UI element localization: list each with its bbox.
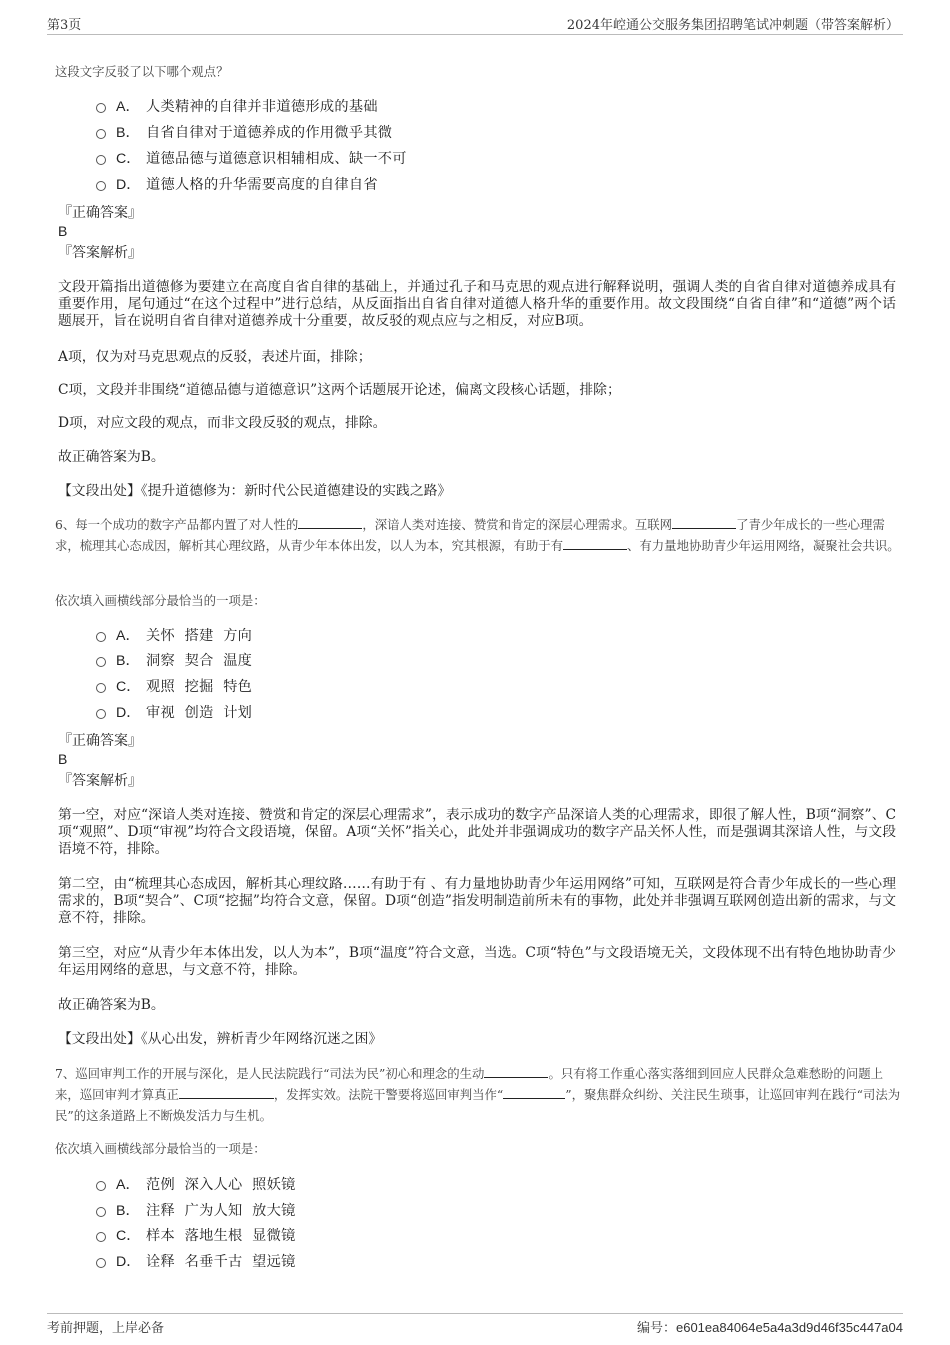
q6-option-b[interactable]: B． 洞察 契合 温度: [96, 651, 252, 671]
blank: [563, 535, 627, 550]
q6-prompt: 依次填入画横线部分最恰当的一项是：: [55, 593, 266, 608]
q6-option-d[interactable]: D． 审视 创造 计划: [96, 703, 252, 723]
blank: [503, 1084, 565, 1099]
q7-option-b[interactable]: B． 注释 广为人知 放大镜: [96, 1201, 296, 1221]
page-header: [47, 12, 903, 35]
footer-slogan: 考前押题，上岸必备: [47, 1321, 165, 1336]
q5-answer: B: [58, 223, 68, 239]
document-code: 编号：e601ea84064e5a4a3d9d46f35c447a04: [636, 1320, 903, 1336]
q5-option-c[interactable]: C． 道德品德与道德意识相辅相成、缺一不可: [96, 149, 407, 169]
blank: [672, 514, 736, 529]
q5-source: 【文段出处】《提升道德修为：新时代公民道德建设的实践之路》: [58, 483, 452, 499]
q5-analysis-paragraph: D项，对应文段的观点，而非文段反驳的观点，排除。: [58, 415, 387, 431]
radio-icon[interactable]: [96, 1207, 106, 1217]
q5-answer-label: 『正确答案』: [58, 205, 142, 221]
q5-analysis-paragraph: 文段开篇指出道德修为要建立在高度自省自律的基础上，并通过孔子和马克思的观点进行解释说明，强调人类的自省自律对道德养成具有重要作用，尾句通过“在这个过程中”进行总结，从反面指出自省自律对道德人格升华的重要作用。故文段围绕“自省自律”和“道德”两个话题展开，旨在说明自省自律对道德养成十分重要，故反驳的观点应与之相反，对应B项。: [58, 279, 896, 329]
radio-icon[interactable]: [96, 181, 106, 191]
document-title: 2024年崆通公交服务集团招聘笔试冲刺题（带答案解析）: [566, 18, 899, 33]
q6-answer-label: 『正确答案』: [58, 733, 142, 749]
q7-stem: 7、巡回审判工作的开展与深化，是人民法院践行“司法为民”初心和理念的生动 。只有将工作重心落实落细到回应人民群众急难愁盼的问题上来，巡回审判才算真正 ，发挥实效。法院干警要将巡回审判当作“ ”，聚焦群众纠纷、关注民生琐事，让巡回审判在践行“司法为民”的这条道路上不断焕发活力与生机。: [55, 1063, 901, 1126]
q5-analysis-paragraph: C项，文段并非围绕“道德品德与道德意识”这两个话题展开论述，偏离文段核心话题，排除；: [58, 382, 621, 398]
q6-answer: B: [58, 751, 68, 767]
radio-icon[interactable]: [96, 1258, 106, 1268]
radio-icon[interactable]: [96, 709, 106, 719]
radio-icon[interactable]: [96, 632, 106, 642]
q5-conclusion: 故正确答案为B。: [58, 449, 165, 465]
q6-option-a[interactable]: A． 关怀 搭建 方向: [96, 626, 252, 646]
q7-option-a[interactable]: A． 范例 深入人心 照妖镜: [96, 1175, 296, 1195]
blank: [298, 514, 362, 529]
q6-source: 【文段出处】《从心出发，辨析青少年网络沉迷之困》: [58, 1031, 383, 1047]
radio-icon[interactable]: [96, 129, 106, 139]
q5-stem: 这段文字反驳了以下哪个观点？: [55, 64, 229, 79]
radio-icon[interactable]: [96, 1181, 106, 1191]
q5-option-a[interactable]: A． 人类精神的自律并非道德形成的基础: [96, 97, 378, 117]
q7-option-d[interactable]: D． 诠释 名垂千古 望远镜: [96, 1252, 296, 1272]
radio-icon[interactable]: [96, 103, 106, 113]
page-footer: [47, 1313, 903, 1338]
q6-analysis-paragraph: 第一空，对应“深谙人类对连接、赞赏和肯定的深层心理需求”，表示成功的数字产品深谙人类的心理需求，即很了解人性，B项“洞察”、C项“观照”、D项“审视”均符合文段语境，保留。A项“关怀”指关心，此处并非强调成功的数字产品关怀人性，而是强调其深谙人性，与文段语境不符，排除。: [58, 807, 896, 857]
q5-option-b[interactable]: B． 自省自律对于道德养成的作用微乎其微: [96, 123, 392, 143]
blank: [179, 1084, 274, 1099]
q6-analysis-paragraph: 第二空，由“梳理其心态成因，解析其心理纹路……有助于有 、有力量地协助青少年运用网络”可知，互联网是符合青少年成长的一些心理需求的，B项“契合”、C项“挖掘”均符合文意，保留。D项“创造”指发明制造前所未有的事物，此处并非强调互联网创造出新的需求，与文意不符，排除。: [58, 876, 896, 926]
q7-prompt: 依次填入画横线部分最恰当的一项是：: [55, 1141, 266, 1156]
q5-analysis-label: 『答案解析』: [58, 245, 142, 261]
radio-icon[interactable]: [96, 683, 106, 693]
q6-option-c[interactable]: C． 观照 挖掘 特色: [96, 677, 252, 697]
q5-option-d[interactable]: D． 道德人格的升华需要高度的自律自省: [96, 175, 378, 195]
radio-icon[interactable]: [96, 155, 106, 165]
q6-analysis-paragraph: 第三空，对应“从青少年本体出发，以人为本”，B项“温度”符合文意，当选。C项“特色”与文段语境无关，文段体现不出有特色地协助青少年运用网络的意思，与文意不符，排除。: [58, 945, 896, 978]
q5-analysis-paragraph: A项，仅为对马克思观点的反驳，表述片面，排除；: [58, 349, 372, 365]
q6-stem: 6、每一个成功的数字产品都内置了对人性的 ，深谙人类对连接、赞赏和肯定的深层心理需求。互联网 了青少年成长的一些心理需求，梳理其心态成因，解析其心理纹路，从青少年本体出发，以人为本，究其根源，有助于有 、有力量地协助青少年运用网络，凝聚社会共识。: [55, 514, 901, 556]
radio-icon[interactable]: [96, 1232, 106, 1242]
blank: [484, 1063, 548, 1078]
q6-conclusion: 故正确答案为B。: [58, 997, 165, 1013]
q6-analysis-label: 『答案解析』: [58, 773, 142, 789]
radio-icon[interactable]: [96, 657, 106, 667]
page-number: 第3页: [47, 18, 82, 33]
q7-option-c[interactable]: C． 样本 落地生根 显微镜: [96, 1226, 296, 1246]
